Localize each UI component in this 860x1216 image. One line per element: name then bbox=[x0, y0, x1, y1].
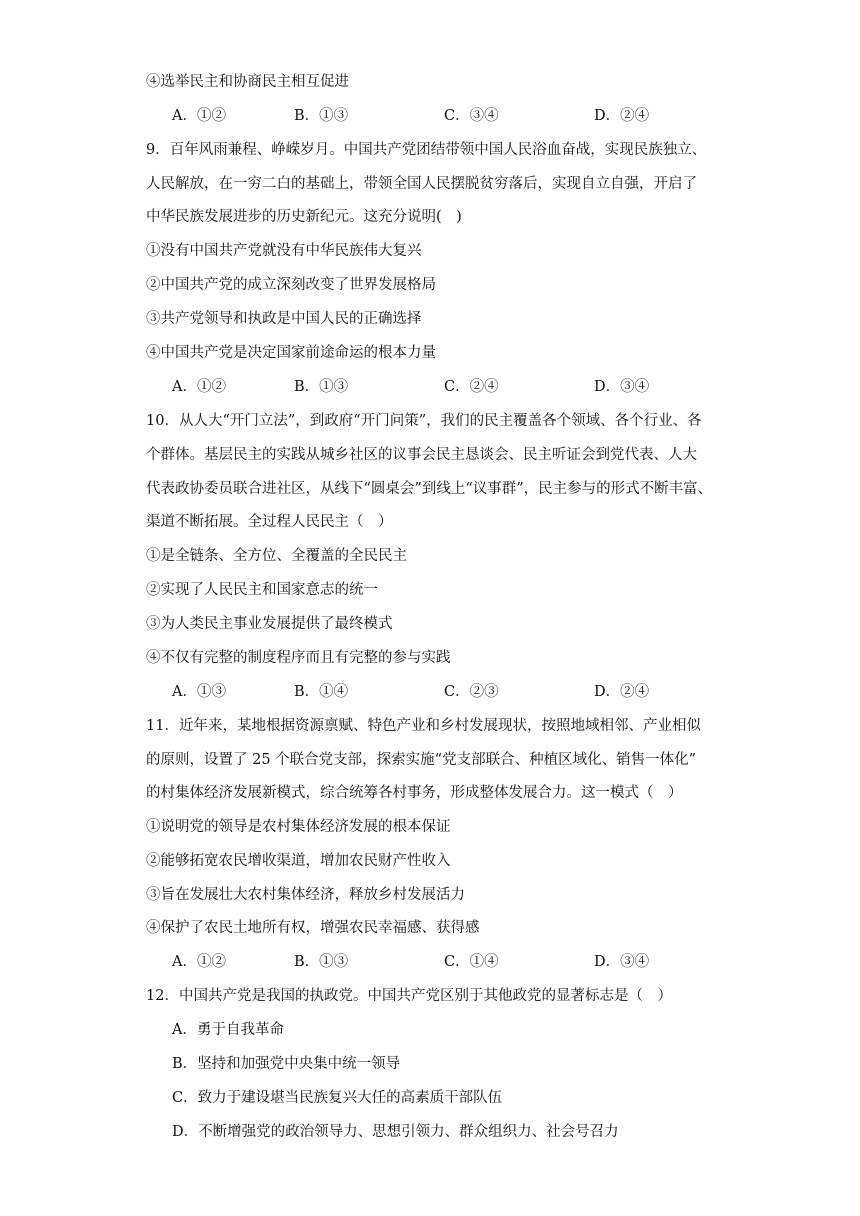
q8-option-d: D．②④ bbox=[594, 108, 650, 124]
q11-statement-1: ①说明党的领导是农村集体经济发展的根本保证 bbox=[146, 819, 451, 835]
q8-option-b: B．①③ bbox=[294, 108, 349, 124]
q9-option-d: D．③④ bbox=[594, 379, 650, 395]
q11-stem-line-3: 的村集体经济发展新模式，综合统筹各村事务，形成整体发展合力。这一模式（ ） bbox=[146, 785, 683, 801]
q9-option-b: B．①③ bbox=[294, 379, 349, 395]
q8-option-c: C．③④ bbox=[444, 108, 499, 124]
q11-option-a: A．①② bbox=[172, 954, 226, 970]
q10-option-c: C．②③ bbox=[444, 684, 499, 700]
q10-stem-line-2: 个群体。基层民主的实践从城乡社区的议事会民主恳谈会、民主听证会到党代表、人大 bbox=[146, 447, 697, 463]
q12-choice-a: A．勇于自我革命 bbox=[172, 1022, 284, 1038]
q10-stem-line-1: 10．从人大“开门立法”，到政府“开门问策”，我们的民主覆盖各个领域、各个行业、各 bbox=[146, 413, 702, 429]
q11-statement-3: ③旨在发展壮大农村集体经济，释放乡村发展活力 bbox=[146, 887, 465, 903]
q9-option-c: C．②④ bbox=[444, 379, 499, 395]
q12-choice-d: D．不断增强党的政治领导力、思想引领力、群众组织力、社会号召力 bbox=[172, 1124, 619, 1140]
q11-statement-2: ②能够拓宽农民增收渠道，增加农民财产性收入 bbox=[146, 853, 451, 869]
q9-statement-3: ③共产党领导和执政是中国人民的正确选择 bbox=[146, 311, 422, 327]
q9-stem-line-2: 人民解放，在一穷二白的基础上，带领全国人民摆脱贫穷落后，实现自立自强，开启了 bbox=[146, 176, 697, 192]
q8-statement-4: ④选举民主和协商民主相互促进 bbox=[146, 74, 349, 90]
q11-stem-line-2: 的原则，设置了 25 个联合党支部，探索实施“党支部联合、种植区域化、销售一体化” bbox=[146, 752, 696, 768]
q11-option-c: C．①④ bbox=[444, 954, 499, 970]
q11-option-b: B．①③ bbox=[294, 954, 349, 970]
q9-stem-line-3: 中华民族发展进步的历史新纪元。这充分说明( ) bbox=[146, 209, 462, 225]
q12-stem: 12．中国共产党是我国的执政党。中国共产党区别于其他政党的显著标志是（ ） bbox=[146, 988, 672, 1004]
q10-option-d: D．②④ bbox=[594, 684, 650, 700]
q10-option-b: B．①④ bbox=[294, 684, 349, 700]
q10-statement-4: ④不仅有完整的制度程序而且有完整的参与实践 bbox=[146, 650, 451, 666]
q11-statement-4: ④保护了农民土地所有权，增强农民幸福感、获得感 bbox=[146, 920, 480, 936]
q11-option-d: D．③④ bbox=[594, 954, 650, 970]
q9-option-a: A．①② bbox=[172, 379, 226, 395]
q12-choice-c: C．致力于建设堪当民族复兴大任的高素质干部队伍 bbox=[172, 1090, 503, 1106]
q10-stem-line-3: 代表政协委员联合进社区，从线下“圆桌会”到线上“议事群”，民主参与的形式不断丰富、 bbox=[146, 481, 713, 497]
q11-stem-line-1: 11．近年来，某地根据资源禀赋、特色产业和乡村发展现状，按照地域相邻、产业相似 bbox=[146, 718, 701, 734]
q9-statement-2: ②中国共产党的成立深刻改变了世界发展格局 bbox=[146, 277, 436, 293]
q10-statement-1: ①是全链条、全方位、全覆盖的全民民主 bbox=[146, 548, 407, 564]
q9-stem-line-1: 9．百年风雨兼程、峥嵘岁月。中国共产党团结带领中国人民浴血奋战，实现民族独立、 bbox=[146, 142, 707, 158]
q9-statement-4: ④中国共产党是决定国家前途命运的根本力量 bbox=[146, 345, 436, 361]
q8-option-a: A．①② bbox=[172, 108, 226, 124]
q12-choice-b: B．坚持和加强党中央集中统一领导 bbox=[172, 1056, 401, 1072]
q10-stem-line-4: 渠道不断拓展。全过程人民民主（ ） bbox=[146, 514, 393, 530]
q10-option-a: A．①③ bbox=[172, 684, 226, 700]
q10-statement-3: ③为人类民主事业发展提供了最终模式 bbox=[146, 616, 393, 632]
q9-statement-1: ①没有中国共产党就没有中华民族伟大复兴 bbox=[146, 243, 422, 259]
q10-statement-2: ②实现了人民民主和国家意志的统一 bbox=[146, 582, 378, 598]
